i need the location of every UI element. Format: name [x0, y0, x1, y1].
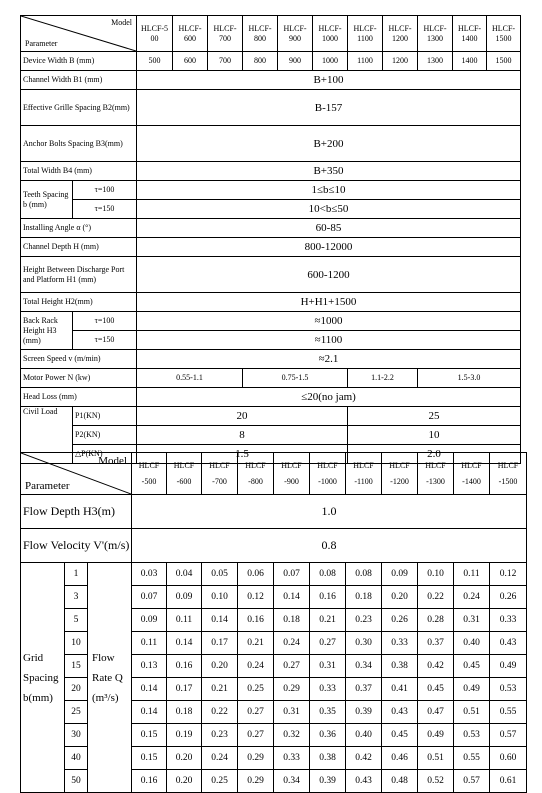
model-header: HLCF- 1400 [453, 16, 487, 52]
flow-rate-value: 0.27 [310, 632, 346, 655]
flow-rate-value: 0.37 [418, 632, 454, 655]
cell-value: H+H1+1500 [137, 293, 521, 312]
flow-rate-value: 0.12 [490, 563, 527, 586]
flow-rate-value: 0.14 [274, 586, 310, 609]
flow-rate-value: 0.51 [418, 747, 454, 770]
flow-rate-value: 0.49 [418, 724, 454, 747]
grid-spacing-value: 1 [65, 563, 88, 586]
flow-rate-value: 0.57 [454, 770, 490, 793]
model-header: HLCF- 600 [173, 16, 208, 52]
row-label: Flow Velocity V'(m/s) [21, 529, 132, 563]
grille-spacing-row [21, 90, 521, 126]
flow-rate-value: 0.16 [238, 609, 274, 632]
flow-rate-value: 0.18 [274, 609, 310, 632]
model-header: HLCF -500 [132, 453, 167, 495]
model-header: HLCF -1100 [346, 453, 382, 495]
grid-spacing-value: 30 [65, 724, 88, 747]
flow-rate-value: 0.12 [238, 586, 274, 609]
condition-label: τ=150 [73, 200, 137, 219]
model-header: HLCF -600 [167, 453, 202, 495]
flow-rate-value: 0.55 [454, 747, 490, 770]
header-diagonal-cell [21, 453, 132, 495]
grid-spacing-value: 50 [65, 770, 88, 793]
model-header: HLCF- 1200 [383, 16, 418, 52]
model-header: HLCF -1200 [382, 453, 418, 495]
flow-depth-row [21, 495, 527, 529]
cell-value: B+350 [137, 162, 521, 181]
screen-speed-row [21, 350, 521, 369]
grid-spacing-label: Grid Spacing b(mm) [21, 563, 65, 793]
cell-value: 500 [137, 52, 173, 71]
flow-rate-value: 0.39 [310, 770, 346, 793]
flow-rate-value: 0.04 [167, 563, 202, 586]
flow-rate-value: 0.49 [490, 655, 527, 678]
cell-value: 2.0 [348, 445, 521, 464]
model-header: HLCF- 1300 [418, 16, 453, 52]
flow-rate-value: 0.31 [274, 701, 310, 724]
model-header: HLCF- 1500 [487, 16, 521, 52]
cell-value: 600-1200 [137, 257, 521, 293]
flow-rate-value: 0.09 [132, 609, 167, 632]
model-header: HLCF- 800 [243, 16, 278, 52]
model-header: HLCF -700 [202, 453, 238, 495]
flow-rate-value: 0.60 [490, 747, 527, 770]
flow-rate-value: 0.33 [274, 747, 310, 770]
flow-rate-value: 0.34 [274, 770, 310, 793]
flow-rate-value: 0.30 [346, 632, 382, 655]
head-loss-row [21, 388, 521, 407]
flow-rate-value: 0.26 [382, 609, 418, 632]
flow-rate-value: 0.27 [238, 724, 274, 747]
flow-rate-row [21, 563, 527, 586]
civil-load-row [21, 407, 521, 426]
model-header: HLCF -1500 [490, 453, 527, 495]
flow-rate-value: 0.45 [454, 655, 490, 678]
model-header: HLCF-5 00 [137, 16, 173, 52]
flow-rate-value: 0.29 [238, 747, 274, 770]
flow-rate-value: 0.42 [346, 747, 382, 770]
cell-value: 600 [173, 52, 208, 71]
cell-value: 1.5 [137, 445, 348, 464]
back-rack-row [21, 331, 521, 350]
anchor-spacing-row [21, 126, 521, 162]
flow-rate-value: 0.45 [382, 724, 418, 747]
total-height-row [21, 293, 521, 312]
load-name: P1(KN) [73, 407, 137, 426]
teeth-spacing-row [21, 181, 521, 200]
model-header: HLCF -1300 [418, 453, 454, 495]
model-header: HLCF -1000 [310, 453, 346, 495]
flow-rate-value: 0.11 [454, 563, 490, 586]
flow-rate-value: 0.61 [490, 770, 527, 793]
flow-rate-value: 0.40 [454, 632, 490, 655]
flow-rate-value: 0.24 [238, 655, 274, 678]
cell-value: B+100 [137, 71, 521, 90]
flow-rate-value: 0.37 [346, 678, 382, 701]
flow-rate-value: 0.34 [346, 655, 382, 678]
cell-value: 1400 [453, 52, 487, 71]
row-label: Channel Depth H (mm) [21, 238, 137, 257]
flow-rate-value: 0.31 [310, 655, 346, 678]
motor-power-row [21, 369, 521, 388]
condition-label: τ=100 [73, 312, 137, 331]
row-label: Motor Power N (kw) [21, 369, 137, 388]
flow-rate-value: 0.31 [454, 609, 490, 632]
flow-rate-value: 0.16 [132, 770, 167, 793]
flow-rate-value: 0.33 [490, 609, 527, 632]
load-name: △P(KN) [73, 445, 137, 464]
condition-label: τ=150 [73, 331, 137, 350]
cell-value: 1500 [487, 52, 521, 71]
flow-rate-value: 0.29 [238, 770, 274, 793]
parameter-label: Parameter [25, 39, 58, 48]
model-label: Model [111, 18, 132, 27]
cell-value: 0.55-1.1 [137, 369, 243, 388]
grid-spacing-value: 25 [65, 701, 88, 724]
flow-rate-value: 0.45 [418, 678, 454, 701]
flow-rate-value: 0.48 [382, 770, 418, 793]
flow-rate-value: 0.38 [382, 655, 418, 678]
row-label: Installing Angle α (°) [21, 219, 137, 238]
flow-rate-value: 0.11 [167, 609, 202, 632]
cell-value: 20 [137, 407, 348, 426]
header-diagonal-cell [21, 16, 137, 52]
civil-load-row [21, 426, 521, 445]
row-label: Screen Speed v (m/min) [21, 350, 137, 369]
cell-value: 1.0 [132, 495, 527, 529]
specifications-table [20, 15, 521, 464]
cell-value: 0.75-1.5 [243, 369, 348, 388]
flow-rate-value: 0.47 [418, 701, 454, 724]
grid-spacing-value: 20 [65, 678, 88, 701]
flow-rate-value: 0.16 [167, 655, 202, 678]
flow-rate-value: 0.40 [346, 724, 382, 747]
model-header: HLCF -800 [238, 453, 274, 495]
flow-rate-value: 0.09 [382, 563, 418, 586]
cell-value: 8 [137, 426, 348, 445]
flow-rate-value: 0.53 [490, 678, 527, 701]
flow-rate-value: 0.06 [238, 563, 274, 586]
row-label: Effective Grille Spacing B2(mm) [21, 90, 137, 126]
cell-value: 10 [348, 426, 521, 445]
model-header: HLCF- 1100 [348, 16, 383, 52]
flow-rate-value: 0.14 [132, 701, 167, 724]
flow-velocity-row [21, 529, 527, 563]
flow-rate-value: 0.15 [132, 747, 167, 770]
grid-spacing-value: 3 [65, 586, 88, 609]
flow-rate-value: 0.15 [132, 724, 167, 747]
row-label: Device Width B (mm) [21, 52, 137, 71]
load-name: P2(KN) [73, 426, 137, 445]
flow-rate-value: 0.41 [382, 678, 418, 701]
flow-rate-value: 0.17 [202, 632, 238, 655]
cell-value: 0.8 [132, 529, 527, 563]
row-label: Civil Load [21, 407, 73, 464]
flow-rate-value: 0.29 [274, 678, 310, 701]
back-rack-row [21, 312, 521, 331]
model-header: HLCF -900 [274, 453, 310, 495]
flow-rate-value: 0.24 [454, 586, 490, 609]
flow-rate-value: 0.03 [132, 563, 167, 586]
row-label: Head Loss (mm) [21, 388, 137, 407]
flow-rate-value: 0.39 [346, 701, 382, 724]
flow-rate-value: 0.25 [202, 770, 238, 793]
condition-label: τ=100 [73, 181, 137, 200]
row-label: Back Rack Height H3 (mm) [21, 312, 73, 350]
row-label: Total Width B4 (mm) [21, 162, 137, 181]
flow-rate-value: 0.11 [132, 632, 167, 655]
cell-value: 900 [278, 52, 313, 71]
cell-value: 25 [348, 407, 521, 426]
cell-value: ≤20(no jam) [137, 388, 521, 407]
flow-rate-value: 0.26 [490, 586, 527, 609]
flow-rate-value: 0.55 [490, 701, 527, 724]
grid-spacing-value: 40 [65, 747, 88, 770]
flow-rate-value: 0.10 [418, 563, 454, 586]
flow-rate-value: 0.24 [274, 632, 310, 655]
flow-rate-value: 0.21 [310, 609, 346, 632]
flow-rate-value: 0.38 [310, 747, 346, 770]
height-discharge-row [21, 257, 521, 293]
flow-rate-value: 0.14 [167, 632, 202, 655]
flow-rate-value: 0.08 [346, 563, 382, 586]
flow-rate-value: 0.07 [274, 563, 310, 586]
flow-rate-value: 0.28 [418, 609, 454, 632]
cell-value: 10<b≤50 [137, 200, 521, 219]
flow-rate-value: 0.16 [310, 586, 346, 609]
cell-value: ≈1100 [137, 331, 521, 350]
row-label: Total Height H2(mm) [21, 293, 137, 312]
flow-rate-value: 0.21 [202, 678, 238, 701]
flow-rate-value: 0.57 [490, 724, 527, 747]
flow-rate-value: 0.35 [310, 701, 346, 724]
cell-value: 1300 [418, 52, 453, 71]
flow-rate-value: 0.27 [274, 655, 310, 678]
channel-depth-row [21, 238, 521, 257]
flow-rate-value: 0.22 [202, 701, 238, 724]
flow-rate-value: 0.51 [454, 701, 490, 724]
install-angle-row [21, 219, 521, 238]
grid-spacing-value: 10 [65, 632, 88, 655]
row-label: Channel Width B1 (mm) [21, 71, 137, 90]
flow-rate-value: 0.43 [346, 770, 382, 793]
flow-rate-table [20, 452, 527, 793]
flow-rate-value: 0.08 [310, 563, 346, 586]
flow-rate-value: 0.23 [346, 609, 382, 632]
flow-rate-value: 0.20 [382, 586, 418, 609]
teeth-spacing-row [21, 200, 521, 219]
row-label: Height Between Discharge Port and Platform H1 (mm) [21, 257, 137, 293]
cell-value: 1000 [313, 52, 348, 71]
cell-value: ≈2.1 [137, 350, 521, 369]
flow-rate-value: 0.43 [490, 632, 527, 655]
cell-value: B+200 [137, 126, 521, 162]
cell-value: 1100 [348, 52, 383, 71]
flow-rate-value: 0.23 [202, 724, 238, 747]
flow-rate-value: 0.33 [382, 632, 418, 655]
flow-rate-value: 0.05 [202, 563, 238, 586]
flow-rate-value: 0.18 [346, 586, 382, 609]
model-label: Model [98, 455, 128, 467]
flow-rate-value: 0.32 [274, 724, 310, 747]
flow-rate-value: 0.25 [238, 678, 274, 701]
model-header: HLCF- 700 [208, 16, 243, 52]
flow-rate-label: Flow Rate Q (m³/s) [88, 563, 132, 793]
cell-value: 800 [243, 52, 278, 71]
flow-rate-value: 0.07 [132, 586, 167, 609]
row-label: Flow Depth H3(m) [21, 495, 132, 529]
flow-rate-value: 0.20 [167, 770, 202, 793]
flow-rate-value: 0.17 [167, 678, 202, 701]
cell-value: 700 [208, 52, 243, 71]
cell-value: 60-85 [137, 219, 521, 238]
flow-rate-value: 0.18 [167, 701, 202, 724]
cell-value: 1.5-3.0 [418, 369, 521, 388]
flow-rate-value: 0.27 [238, 701, 274, 724]
flow-rate-value: 0.52 [418, 770, 454, 793]
flow-rate-value: 0.46 [382, 747, 418, 770]
parameter-label: Parameter [25, 480, 70, 492]
flow-rate-body [21, 563, 527, 793]
channel-width-row [21, 71, 521, 90]
flow-rate-value: 0.19 [167, 724, 202, 747]
flow-rate-value: 0.14 [132, 678, 167, 701]
flow-rate-value: 0.49 [454, 678, 490, 701]
flow-rate-value: 0.10 [202, 586, 238, 609]
model-header: HLCF- 900 [278, 16, 313, 52]
flow-rate-value: 0.42 [418, 655, 454, 678]
flow-rate-value: 0.53 [454, 724, 490, 747]
flow-rate-value: 0.14 [202, 609, 238, 632]
row-label: Teeth Spacing b (mm) [21, 181, 73, 219]
model-header: HLCF -1400 [454, 453, 490, 495]
flow-rate-value: 0.33 [310, 678, 346, 701]
total-width-row [21, 162, 521, 181]
grid-spacing-value: 15 [65, 655, 88, 678]
flow-rate-value: 0.20 [167, 747, 202, 770]
grid-spacing-value: 5 [65, 609, 88, 632]
cell-value: 800-12000 [137, 238, 521, 257]
flow-rate-value: 0.24 [202, 747, 238, 770]
flow-rate-value: 0.21 [238, 632, 274, 655]
cell-value: B-157 [137, 90, 521, 126]
cell-value: 1200 [383, 52, 418, 71]
flow-rate-value: 0.36 [310, 724, 346, 747]
row-label: Anchor Bolts Spacing B3(mm) [21, 126, 137, 162]
cell-value: 1≤b≤10 [137, 181, 521, 200]
flow-rate-value: 0.22 [418, 586, 454, 609]
flow-rate-value: 0.13 [132, 655, 167, 678]
flow-rate-value: 0.09 [167, 586, 202, 609]
cell-value: 1.1-2.2 [348, 369, 418, 388]
flow-rate-value: 0.20 [202, 655, 238, 678]
flow-rate-value: 0.43 [382, 701, 418, 724]
device-width-row [21, 52, 521, 71]
model-header: HLCF- 1000 [313, 16, 348, 52]
cell-value: ≈1000 [137, 312, 521, 331]
